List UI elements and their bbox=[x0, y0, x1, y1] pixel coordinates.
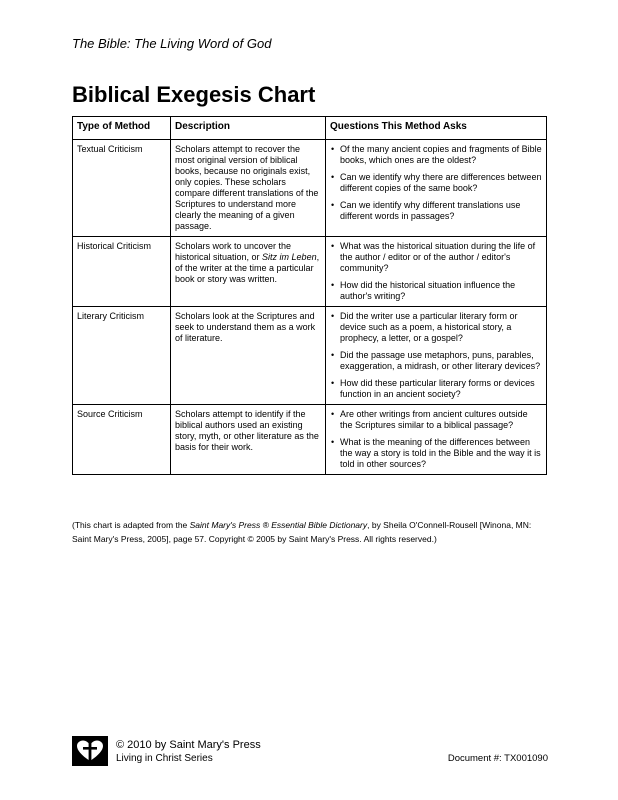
questions-list bbox=[330, 311, 542, 400]
question-item: • What was the historical situation during the life of the author / editor or of the author / editor's community? bbox=[330, 241, 542, 274]
citation-text: (This chart is adapted from the bbox=[72, 520, 190, 530]
header-description: Description bbox=[171, 117, 326, 140]
method-cell: Literary Criticism bbox=[73, 307, 171, 405]
method-cell: Historical Criticism bbox=[73, 237, 171, 307]
questions-cell bbox=[326, 237, 547, 307]
questions-cell bbox=[326, 140, 547, 237]
header-questions: Questions This Method Asks bbox=[326, 117, 547, 140]
description-cell: Scholars look at the Scriptures and seek to understand them as a work of literature. bbox=[171, 307, 326, 405]
method-cell: Source Criticism bbox=[73, 405, 171, 475]
description-text: Scholars work to uncover the historical situation, or bbox=[175, 241, 292, 262]
question-item: • Are other writings from ancient cultures outside the Scriptures similar to a biblical passage? bbox=[330, 409, 542, 431]
table-row-textual-criticism bbox=[73, 140, 547, 237]
logo-graphic bbox=[72, 736, 108, 766]
question-item: • Did the writer use a particular literary form or device such as a poem, a historical story, a prophecy, a letter, or a gospel? bbox=[330, 311, 542, 344]
questions-list bbox=[330, 144, 542, 222]
questions-cell bbox=[326, 405, 547, 475]
exegesis-chart-table bbox=[72, 116, 547, 475]
question-item: • How did these particular literary forms or devices function in an ancient society? bbox=[330, 378, 542, 400]
citation-book-title: Saint Mary's Press ® Essential Bible Dictionary bbox=[189, 520, 368, 530]
table-row-source-criticism bbox=[73, 405, 547, 475]
description-cell: Scholars attempt to recover the most original version of biblical books, because no originals exist, only copies. These scholars compare different translations of the Scriptures to understand more clearly the meaning of a given passage. bbox=[171, 140, 326, 237]
question-item: • Can we identify why there are differences between different copies of the same book? bbox=[330, 172, 542, 194]
citation-note bbox=[72, 518, 548, 546]
saint-marys-press-logo-icon bbox=[72, 736, 108, 766]
description-italic-term: Sitz im Leben bbox=[262, 252, 317, 262]
document-title: Biblical Exegesis Chart bbox=[72, 82, 316, 107]
footer-publisher bbox=[116, 738, 261, 766]
table-row-literary-criticism bbox=[73, 307, 547, 405]
footer-series: Living in Christ Series bbox=[116, 753, 213, 764]
question-item: • How did the historical situation influence the author's writing? bbox=[330, 280, 542, 302]
header-type-of-method: Type of Method bbox=[73, 117, 171, 140]
question-item: • Did the passage use metaphors, puns, parables, exaggeration, a midrash, or other literary devices? bbox=[330, 350, 542, 372]
footer-document-number: Document #: TX001090 bbox=[447, 753, 548, 764]
description-cell bbox=[171, 237, 326, 307]
questions-cell bbox=[326, 307, 547, 405]
description-text: , of the writer at the time a particular book or story was written. bbox=[175, 252, 320, 284]
question-item: • What is the meaning of the differences between the way a story is told in the Bible and the way it is told in other sources? bbox=[330, 437, 542, 470]
table-header-row bbox=[73, 117, 547, 140]
question-item: • Of the many ancient copies and fragments of Bible books, which ones are the oldest? bbox=[330, 144, 542, 166]
series-title: The Bible: The Living Word of God bbox=[72, 36, 272, 51]
method-cell: Textual Criticism bbox=[73, 140, 171, 237]
citation-text: , by Sheila O'Connell-Rousell [Winona, MN: Saint Mary's Press, 2005], page 57. Copyright © 2005 by Saint Mary's Press. All rights reserved.) bbox=[72, 520, 532, 544]
questions-list bbox=[330, 409, 542, 470]
footer-copyright: © 2010 by Saint Mary's Press bbox=[116, 739, 261, 751]
question-item: • Can we identify why different translations use different words in passages? bbox=[330, 200, 542, 222]
table-row-historical-criticism bbox=[73, 237, 547, 307]
questions-list bbox=[330, 241, 542, 302]
description-cell: Scholars attempt to identify if the biblical authors used an existing story, myth, or other literature as the basis for their work. bbox=[171, 405, 326, 475]
